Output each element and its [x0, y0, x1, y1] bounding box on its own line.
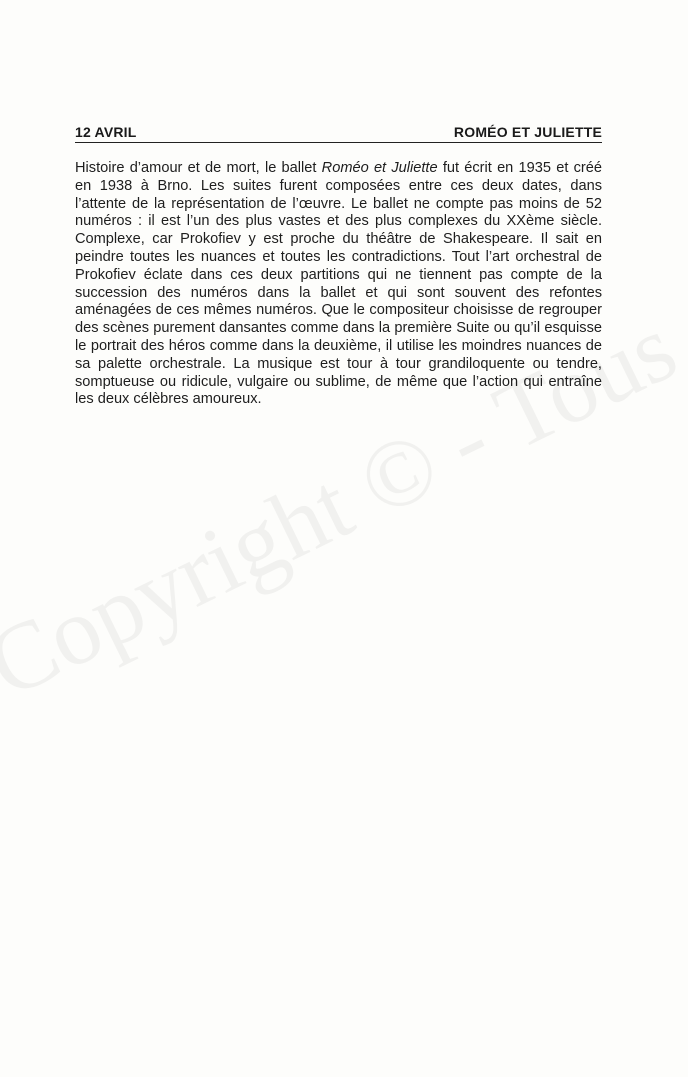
body-paragraph — [75, 160, 602, 409]
header-title: ROMÉO ET JULIETTE — [453, 124, 602, 140]
running-header — [75, 120, 602, 143]
header-date: 12 AVRIL — [75, 124, 137, 140]
paragraph-text-rest: fut écrit en 1935 et créé en 1938 à Brno. Les suites furent composées entre ces deux dates, dans l’attente de la représentation de l’œuvre. Le ballet ne compte pas moins de 52 numéros : il est l’un des plus vastes et des plus complexes du XXème siècle. Complexe, car Prokofiev y est proche du théâtre de Shakespeare. Il sait en peindre toutes les nuances et toutes les contradictions. Tout l’art orchestral de Prokofiev éclate dans ces deux partitions qui ne tiennent pas compte de la succession des numéros dans la ballet et qui sont souvent des refontes aménagées de ces mêmes numéros. Que le compositeur choisisse de regrouper des scènes purement dansantes comme dans la première Suite ou qu’il esquisse le portrait des héros comme dans la deuxième, il utilise les moindres nuances de sa palette orchestrale. La musique est tour à tour grandiloquente ou tendre, somptueuse ou ridicule, vulgaire ou sublime, de même que l’action qui entraîne les deux célèbres amoureux. — [75, 160, 603, 408]
paragraph-text-start: Histoire d’amour et de mort, le ballet — [75, 160, 322, 176]
ballet-title-italic: Roméo et Juliette — [321, 160, 438, 176]
